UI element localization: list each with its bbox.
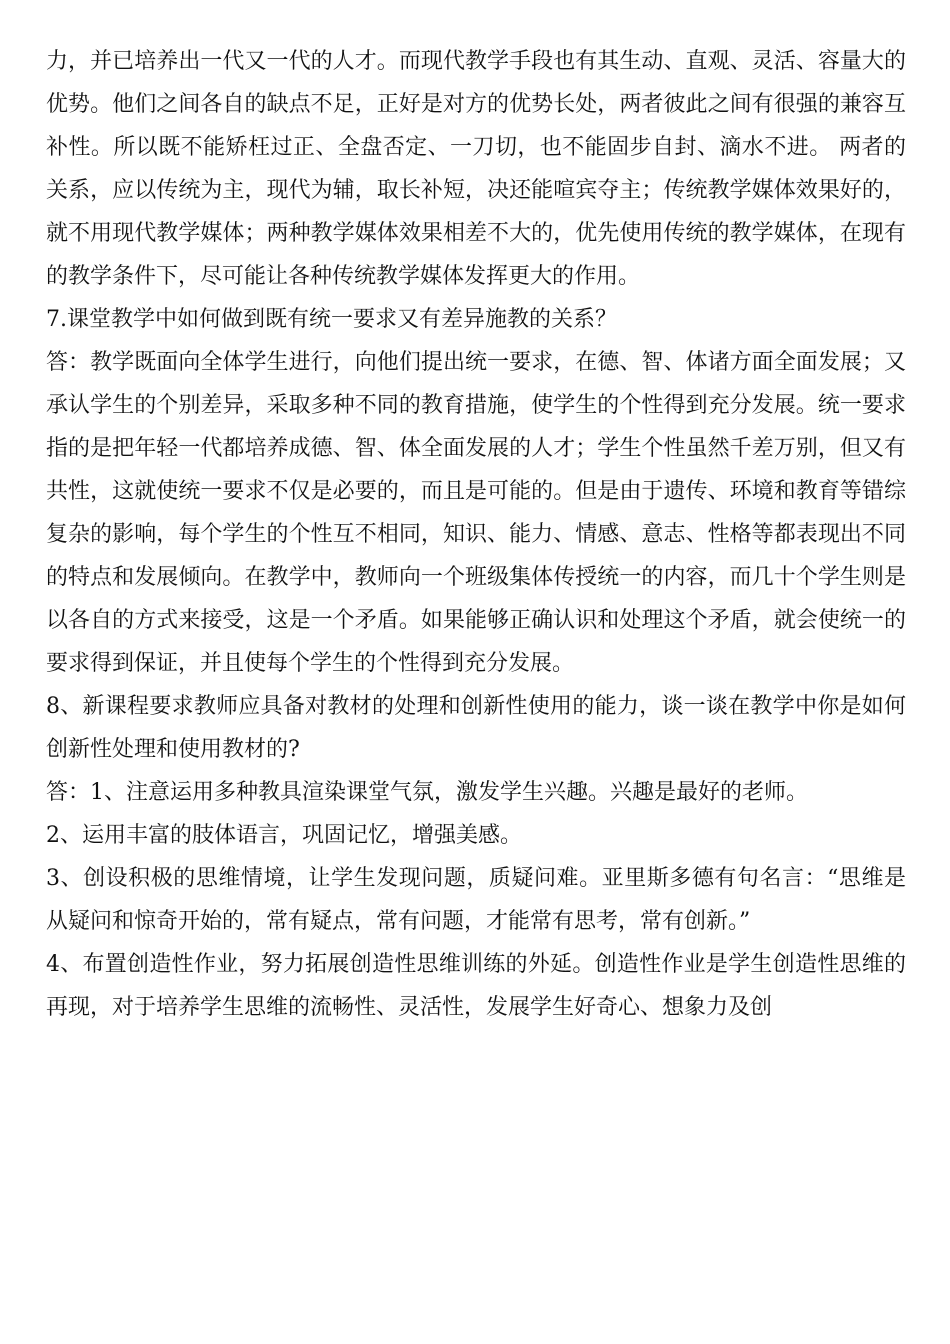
answer-8-item-2: 2、运用丰富的肢体语言，巩固记忆，增强美感。 (46, 823, 522, 848)
paragraph-media-comparison: 力，并已培养出一代又一代的人才。而现代教学手段也有其生动、直观、灵活、容量大的优势。他们之间各自的缺点不足，正好是对方的优势长处，两者彼此之间有很强的兼容互补性。所以既不能矫枉过正、全盘否定、一刀切，也不能固步自封、滴水不进。 两者的关系，应以传统为主，现代为辅，取长补短，决还能喧宾夺主；传统教学媒体效果好的，就不用现代教学媒体；两种教学媒体效果相差不大的，优先使用传统的教学媒体，在现有的教学条件下，尽可能让各种传统教学媒体发挥更大的作用。 (46, 49, 906, 289)
document-page (46, 40, 906, 1029)
question-8-heading: 8、新课程要求教师应具备对教材的处理和创新性使用的能力，谈一谈在教学中你是如何创新性处理和使用教材的? (46, 694, 906, 762)
answer-8-item-3: 3、创设积极的思维情境，让学生发现问题，质疑问难。亚里斯多德有句名言：“思维是从疑问和惊奇开始的，常有疑点，常有问题，才能常有思考，常有创新。” (46, 866, 906, 934)
question-7-heading: 7.课堂教学中如何做到既有统一要求又有差异施教的关系？ (46, 307, 617, 332)
answer-8-item-4: 4、布置创造性作业，努力拓展创造性思维训练的外延。创造性作业是学生创造性思维的再现，对于培养学生思维的流畅性、灵活性，发展学生好奇心、想象力及创 (46, 952, 906, 1020)
answer-7-paragraph: 答：教学既面向全体学生进行，向他们提出统一要求，在德、智、体诸方面全面发展；又承认学生的个别差异，采取多种不同的教育措施，使学生的个性得到充分发展。统一要求指的是把年轻一代都培养成德、智、体全面发展的人才；学生个性虽然千差万别，但又有共性，这就使统一要求不仅是必要的，而且是可能的。但是由于遗传、环境和教育等错综复杂的影响，每个学生的个性互不相同，知识、能力、情感、意志、性格等都表现出不同的特点和发展倾向。在教学中，教师向一个班级集体传授统一的内容，而几十个学生则是以各自的方式来接受，这是一个矛盾。如果能够正确认识和处理这个矛盾，就会使统一的要求得到保证，并且使每个学生的个性得到充分发展。 (46, 350, 906, 676)
answer-8-item-1: 答：1、注意运用多种教具渲染课堂气氛，激发学生兴趣。兴趣是最好的老师。 (46, 780, 808, 805)
